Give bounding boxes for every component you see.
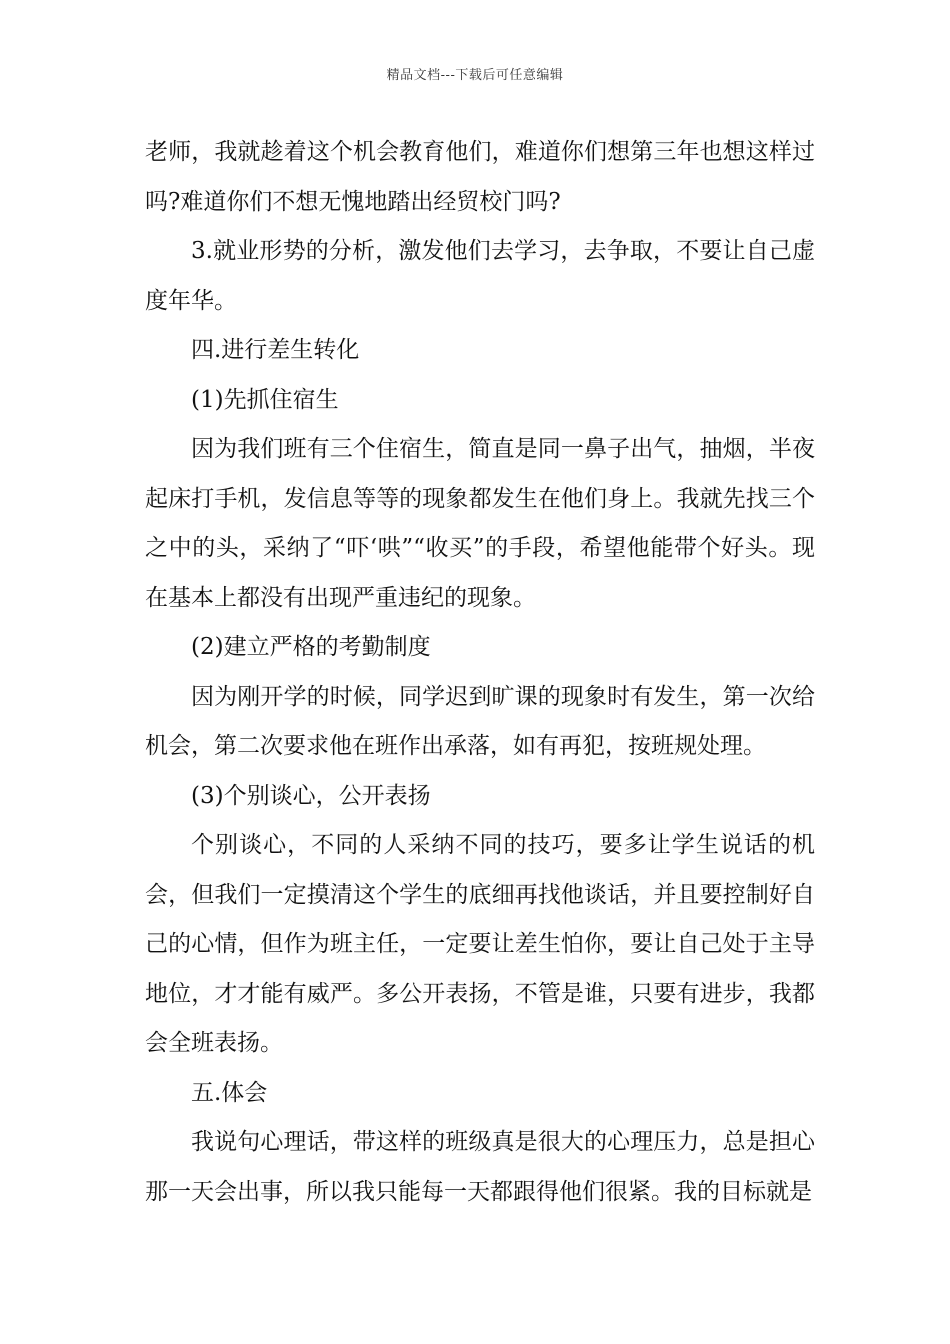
section-heading-four: 四.进行差生转化 [191, 337, 360, 363]
subheading-boarding-students: (1)先抓住宿生 [191, 386, 339, 413]
document-body [145, 128, 815, 1217]
subheading-attendance: (2)建立严格的考勤制度 [191, 634, 431, 660]
paragraph-continuation: 老师，我就趁着这个机会教育他们，难道你们想第三年也想这样过吗?难道你们不想无愧地踏出经贸校门吗? [145, 139, 815, 215]
section-heading-five: 五.体会 [191, 1079, 268, 1106]
paragraph-employment-analysis: 3.就业形势的分析，激发他们去学习，去争取，不要让自己虚度年华。 [145, 238, 815, 314]
paragraph-reflection: 我说句心理话，带这样的班级真是很大的心理压力，总是担心那一天会出事，所以我只能每一天都跟得他们很紧。我的目标就是 [145, 1129, 815, 1205]
paragraph-attendance: 因为刚开学的时候，同学迟到旷课的现象时有发生，第一次给机会，第二次要求他在班作出承落，如有再犯，按班规处理。 [145, 683, 815, 759]
paragraph-individual-talks: 个别谈心，不同的人采纳不同的技巧，要多让学生说话的机会，但我们一定摸清这个学生的底细再找他谈话，并且要控制好自己的心情，但作为班主任，一定要让差生怕你，要让自己处于主导地位，才才能有威严。多公开表扬，不管是谁，只要有进步，我都会全班表扬。 [145, 832, 815, 1056]
subheading-individual-talks: (3)个别谈心，公开表扬 [191, 782, 431, 809]
paragraph-boarding-students: 因为我们班有三个住宿生，简直是同一鼻子出气，抽烟，半夜起床打手机，发信息等等的现象都发生在他们身上。我就先找三个之中的头，采纳了“吓‘哄”“收买”的手段，希望他能带个好头。现在基本上都没有出现严重违纪的现象。 [145, 436, 815, 611]
page-header: 精品文档---下载后可任意编辑 [386, 68, 564, 83]
